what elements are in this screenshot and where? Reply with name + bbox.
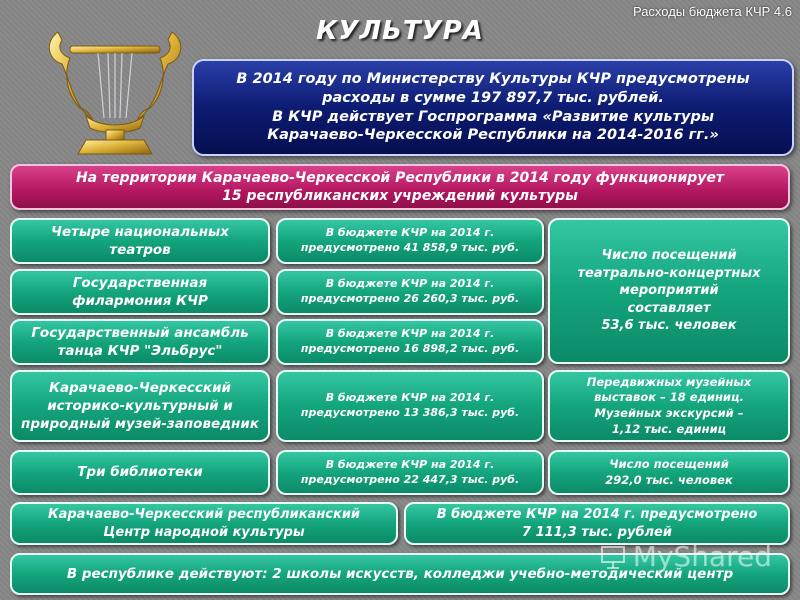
institution-folk-culture-center <box>10 502 398 545</box>
slide-section-label: Расходы бюджета КЧР 4.6 <box>632 4 792 19</box>
footer-text: В республике действуют: 2 школы искусств, колледжи учебно-методический центр <box>66 565 734 582</box>
note-line: 53,6 тыс. человек <box>601 318 737 334</box>
intro-line-4: Карачаево-Черкесской Республики на 2014-2016 гг.» <box>267 127 719 144</box>
budget-dance-ensemble <box>276 319 544 365</box>
theatre-visits-note <box>548 218 790 364</box>
ministry-budget-summary <box>192 59 794 156</box>
institution-dance-ensemble <box>10 319 270 365</box>
budget-folk-culture-center <box>404 502 790 545</box>
intro-line-1: В 2014 году по Министерству Культуры КЧР предусмотрены <box>236 70 750 87</box>
budget-line: предусмотрено 13 386,3 тыс. руб. <box>300 406 520 419</box>
banner-line-1: На территории Карачаево-Черкесской Республики в 2014 году функционирует <box>75 169 725 186</box>
institution-name-line: филармония КЧР <box>72 293 208 309</box>
institution-name-line: природный музей-заповедник <box>21 416 259 433</box>
budget-philharmonic <box>276 269 544 315</box>
note-line: Передвижных музейных <box>586 374 752 389</box>
budget-line: В бюджете КЧР на 2014 г. <box>325 277 495 291</box>
institution-name-line: Государственный ансамбль <box>31 324 249 341</box>
note-line: 292,0 тыс. человек <box>605 472 733 487</box>
budget-line: В бюджете КЧР на 2014 г. предусмотрено <box>436 506 758 522</box>
institutions-banner <box>10 164 790 210</box>
budget-line: В бюджете КЧР на 2014 г. <box>325 226 495 240</box>
budget-line: 7 111,3 тыс. рублей <box>522 524 672 540</box>
institution-philharmonic <box>10 269 270 315</box>
note-line: мероприятий <box>619 283 719 299</box>
institution-name-line: Государственная <box>72 274 208 291</box>
budget-line: В бюджете КЧР на 2014 г. <box>325 457 495 471</box>
page-title: КУЛЬТУРА <box>316 16 484 46</box>
budget-line: предусмотрено 41 858,9 тыс. руб. <box>300 241 520 254</box>
note-line: 1,12 тыс. единиц <box>611 421 727 436</box>
note-line: составляет <box>627 300 711 316</box>
budget-line: предусмотрено 22 447,3 тыс. руб. <box>300 472 520 486</box>
budget-line: В бюджете КЧР на 2014 г. <box>325 327 495 341</box>
institution-name-line: Карачаево-Черкесский республиканский <box>47 506 361 522</box>
watermark-text: MyShared <box>632 540 772 573</box>
budget-line: предусмотрено 16 898,2 тыс. руб. <box>300 342 520 355</box>
institution-museum-reserve <box>10 370 270 442</box>
presentation-icon <box>599 543 627 571</box>
library-visits-note <box>548 450 790 495</box>
budget-museum-reserve <box>276 370 544 442</box>
institution-name-line: историко-культурный и <box>47 397 233 414</box>
institution-name-line: Три библиотеки <box>77 464 203 481</box>
institution-name-line: Четыре национальных <box>51 223 229 240</box>
institution-name-line: Центр народной культуры <box>103 524 305 540</box>
lyre-icon <box>40 20 190 162</box>
banner-line-2: 15 республиканских учреждений культуры <box>222 188 578 204</box>
institution-libraries <box>10 450 270 495</box>
note-line: Музейных экскурсий – <box>594 406 744 420</box>
budget-libraries <box>276 450 544 495</box>
museum-exhibitions-note <box>548 370 790 442</box>
institution-name-line: Карачаево-Черкесский <box>48 379 231 396</box>
intro-line-3: В КЧР действует Госпрограмма «Развитие культуры <box>272 108 714 125</box>
note-line: театрально-концертных <box>577 265 761 281</box>
watermark <box>599 540 772 573</box>
institution-theatres <box>10 218 270 264</box>
budget-theatres <box>276 218 544 264</box>
institution-name-line: танца КЧР "Эльбрус" <box>57 343 223 359</box>
institution-name-line: театров <box>109 242 171 258</box>
note-line: Число посещений <box>601 248 737 264</box>
note-line: выставок – 18 единиц. <box>594 390 744 405</box>
budget-line: предусмотрено 26 260,3 тыс. руб. <box>300 292 520 305</box>
budget-line: В бюджете КЧР на 2014 г. <box>325 391 495 405</box>
note-line: Число посещений <box>609 456 729 471</box>
intro-line-2: расходы в сумме 197 897,7 тыс. рублей. <box>322 89 664 106</box>
